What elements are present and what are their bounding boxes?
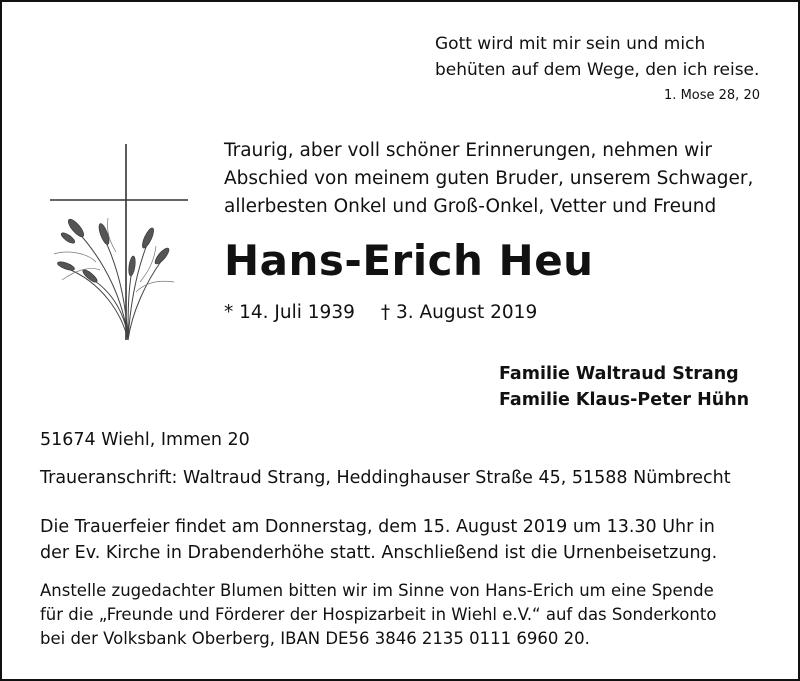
donation-line-3: bei der Volksbank Oberberg, IBAN DE56 3846 2135 0111 6960 20.	[40, 629, 590, 648]
donation-line-1: Anstelle zugedachter Blumen bitten wir im Sinne von Hans-Erich um eine Spende	[40, 581, 714, 600]
mourner-2: Familie Klaus-Peter Hühn	[499, 390, 750, 410]
intro-line-1: Traurig, aber voll schöner Erinnerungen, nehmen wir	[224, 140, 712, 161]
intro-line-3: allerbesten Onkel und Groß-Onkel, Vetter und Freund	[224, 196, 717, 217]
verse-line-1: Gott wird mit mir sein und mich	[435, 34, 706, 54]
birth-date: * 14. Juli 1939	[224, 302, 355, 323]
bible-verse	[435, 31, 775, 83]
verse-line-2: behüten auf dem Wege, den ich reise.	[435, 60, 760, 80]
donation-info	[40, 579, 780, 651]
life-dates	[224, 302, 537, 323]
death-date: † 3. August 2019	[380, 302, 538, 323]
intro-text	[224, 137, 784, 221]
funeral-line-1: Die Trauerfeier findet am Donnerstag, dem 15. August 2019 um 13.30 Uhr in	[40, 517, 715, 537]
intro-line-2: Abschied von meinem guten Bruder, unserem Schwager,	[224, 168, 754, 189]
deceased-name: Hans-Erich Heu	[224, 236, 594, 285]
donation-line-2: für die „Freunde und Förderer der Hospizarbeit in Wiehl e.V.“ auf das Sonderkonto	[40, 605, 717, 624]
funeral-line-2: der Ev. Kirche in Drabenderhöhe statt. Anschließend ist die Urnenbeisetzung.	[40, 543, 718, 563]
mourners	[499, 361, 749, 413]
cross-with-wheat-icon	[36, 142, 196, 342]
verse-reference: 1. Mose 28, 20	[664, 88, 760, 103]
funeral-info	[40, 514, 780, 566]
home-address: 51674 Wiehl, Immen 20	[40, 430, 250, 450]
condolence-address: Traueranschrift: Waltraud Strang, Heddinghauser Straße 45, 51588 Nümbrecht	[40, 468, 731, 488]
mourner-1: Familie Waltraud Strang	[499, 364, 739, 384]
